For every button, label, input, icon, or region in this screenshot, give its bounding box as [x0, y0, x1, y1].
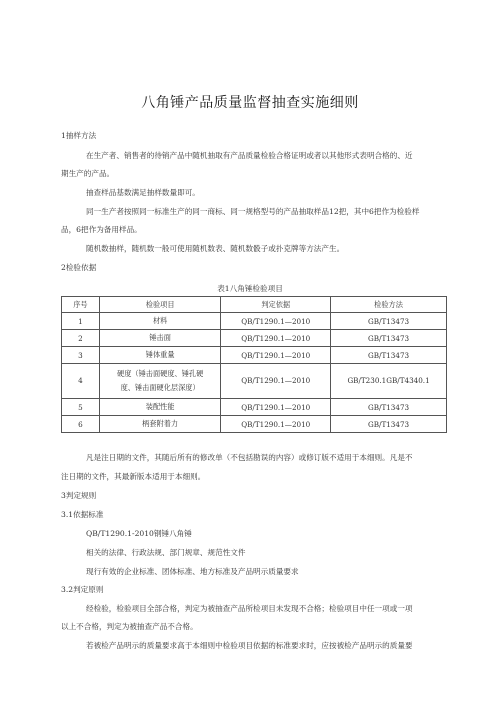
table-row — [62, 364, 447, 399]
table-header-row — [62, 297, 447, 313]
s1-paragraph-2: 抽查样品基数满足抽样数量即可。 — [86, 188, 200, 197]
section-3-heading: 3判定规则 — [61, 491, 97, 500]
cell-basis: QB/T1290.1—2010 — [221, 364, 331, 399]
s31-line-1: QB/T1290.1-2010钢锤八角锤 — [86, 529, 192, 538]
cell-basis: QB/T1290.1—2010 — [221, 330, 331, 347]
table-caption: 表1八角锤检验项目 — [217, 284, 283, 293]
cell-no: 6 — [62, 416, 100, 433]
cell-method: GB/T13473 — [331, 347, 447, 364]
s1-paragraph-3-line-2: 品，6把作为备用样品。 — [61, 225, 142, 234]
cell-no: 3 — [62, 347, 100, 364]
table-row — [62, 313, 447, 330]
cell-item-line-1: 硬度（锤击面硬度、锤孔硬 — [117, 369, 204, 378]
table-row — [62, 347, 447, 364]
header-no: 序号 — [62, 297, 100, 313]
header-basis: 判定依据 — [221, 297, 331, 313]
s1-paragraph-4: 随机数抽样，随机数一般可使用随机数表、随机数骰子或扑克牌等方法产生。 — [86, 244, 345, 253]
cell-no: 2 — [62, 330, 100, 347]
header-item: 检验项目 — [99, 297, 221, 313]
cell-basis: QB/T1290.1—2010 — [221, 347, 331, 364]
after-table-line-1: 凡是注日期的文件，其随后所有的修改单（不包括勘误的内容）或修订版不适用于本细则。凡是不 — [86, 453, 413, 462]
cell-item: 柄套附着力 — [99, 416, 221, 433]
cell-basis: QB/T1290.1—2010 — [221, 313, 331, 330]
after-table-line-2: 注日期的文件，其最新版本适用于本细则。 — [61, 472, 206, 481]
section-1-heading: 1抽样方法 — [61, 131, 97, 140]
s1-paragraph-1-line-2: 期生产的产品。 — [61, 169, 115, 178]
cell-method: GB/T13473 — [331, 330, 447, 347]
cell-method: GB/T13473 — [331, 399, 447, 416]
cell-no: 5 — [62, 399, 100, 416]
cell-item: 装配性能 — [99, 399, 221, 416]
s32-paragraph-1-line-2: 以上不合格，判定为被抽查产品不合格。 — [61, 622, 198, 631]
cell-basis: QB/T1290.1—2010 — [221, 416, 331, 433]
cell-item — [99, 364, 221, 399]
s31-line-2: 相关的法律、行政法规、部门规章、规范性文件 — [86, 548, 246, 557]
table-row — [62, 416, 447, 433]
s1-paragraph-3-line-1: 同一生产者按照同一标准生产的同一商标、同一规格型号的产品抽取样品12把，其中6把作为检验样 — [86, 207, 420, 216]
cell-method: GB/T230.1GB/T4340.1 — [331, 364, 447, 399]
cell-no: 4 — [62, 364, 100, 399]
header-method: 检验方法 — [331, 297, 447, 313]
s1-paragraph-1-line-1: 在生产者、销售者的待销产品中随机抽取有产品质量检验合格证明或者以其他形式表明合格的、近 — [86, 151, 413, 160]
cell-method: GB/T13473 — [331, 313, 447, 330]
document-title: 八角锤产品质量监督抽查实施细则 — [141, 95, 359, 111]
table-row — [62, 330, 447, 347]
s31-line-3: 现行有效的企业标准、团体标准、地方标准及产品明示质量要求 — [86, 567, 299, 576]
section-3-1-heading: 3.1依据标准 — [61, 510, 104, 519]
section-2-heading: 2检验依据 — [61, 263, 97, 272]
section-3-2-heading: 3.2判定原则 — [61, 585, 104, 594]
table-row — [62, 399, 447, 416]
cell-method: GB/T13473 — [331, 416, 447, 433]
cell-item: 材料 — [99, 313, 221, 330]
inspection-items-table — [61, 296, 447, 433]
cell-item-line-2: 度、锤击面硬化层深度） — [120, 383, 200, 392]
cell-item: 锤击面 — [99, 330, 221, 347]
cell-item: 锤体重量 — [99, 347, 221, 364]
cell-no: 1 — [62, 313, 100, 330]
s32-paragraph-1-line-1: 经检验，检验项目全部合格，判定为被抽查产品所检项目未发现不合格；检验项目中任一项或一项 — [86, 604, 413, 613]
s32-paragraph-2-line-1: 若被检产品明示的质量要求高于本细则中检验项目依据的标准要求时，应按被检产品明示的质量要 — [86, 641, 413, 650]
cell-basis: QB/T1290.1—2010 — [221, 399, 331, 416]
